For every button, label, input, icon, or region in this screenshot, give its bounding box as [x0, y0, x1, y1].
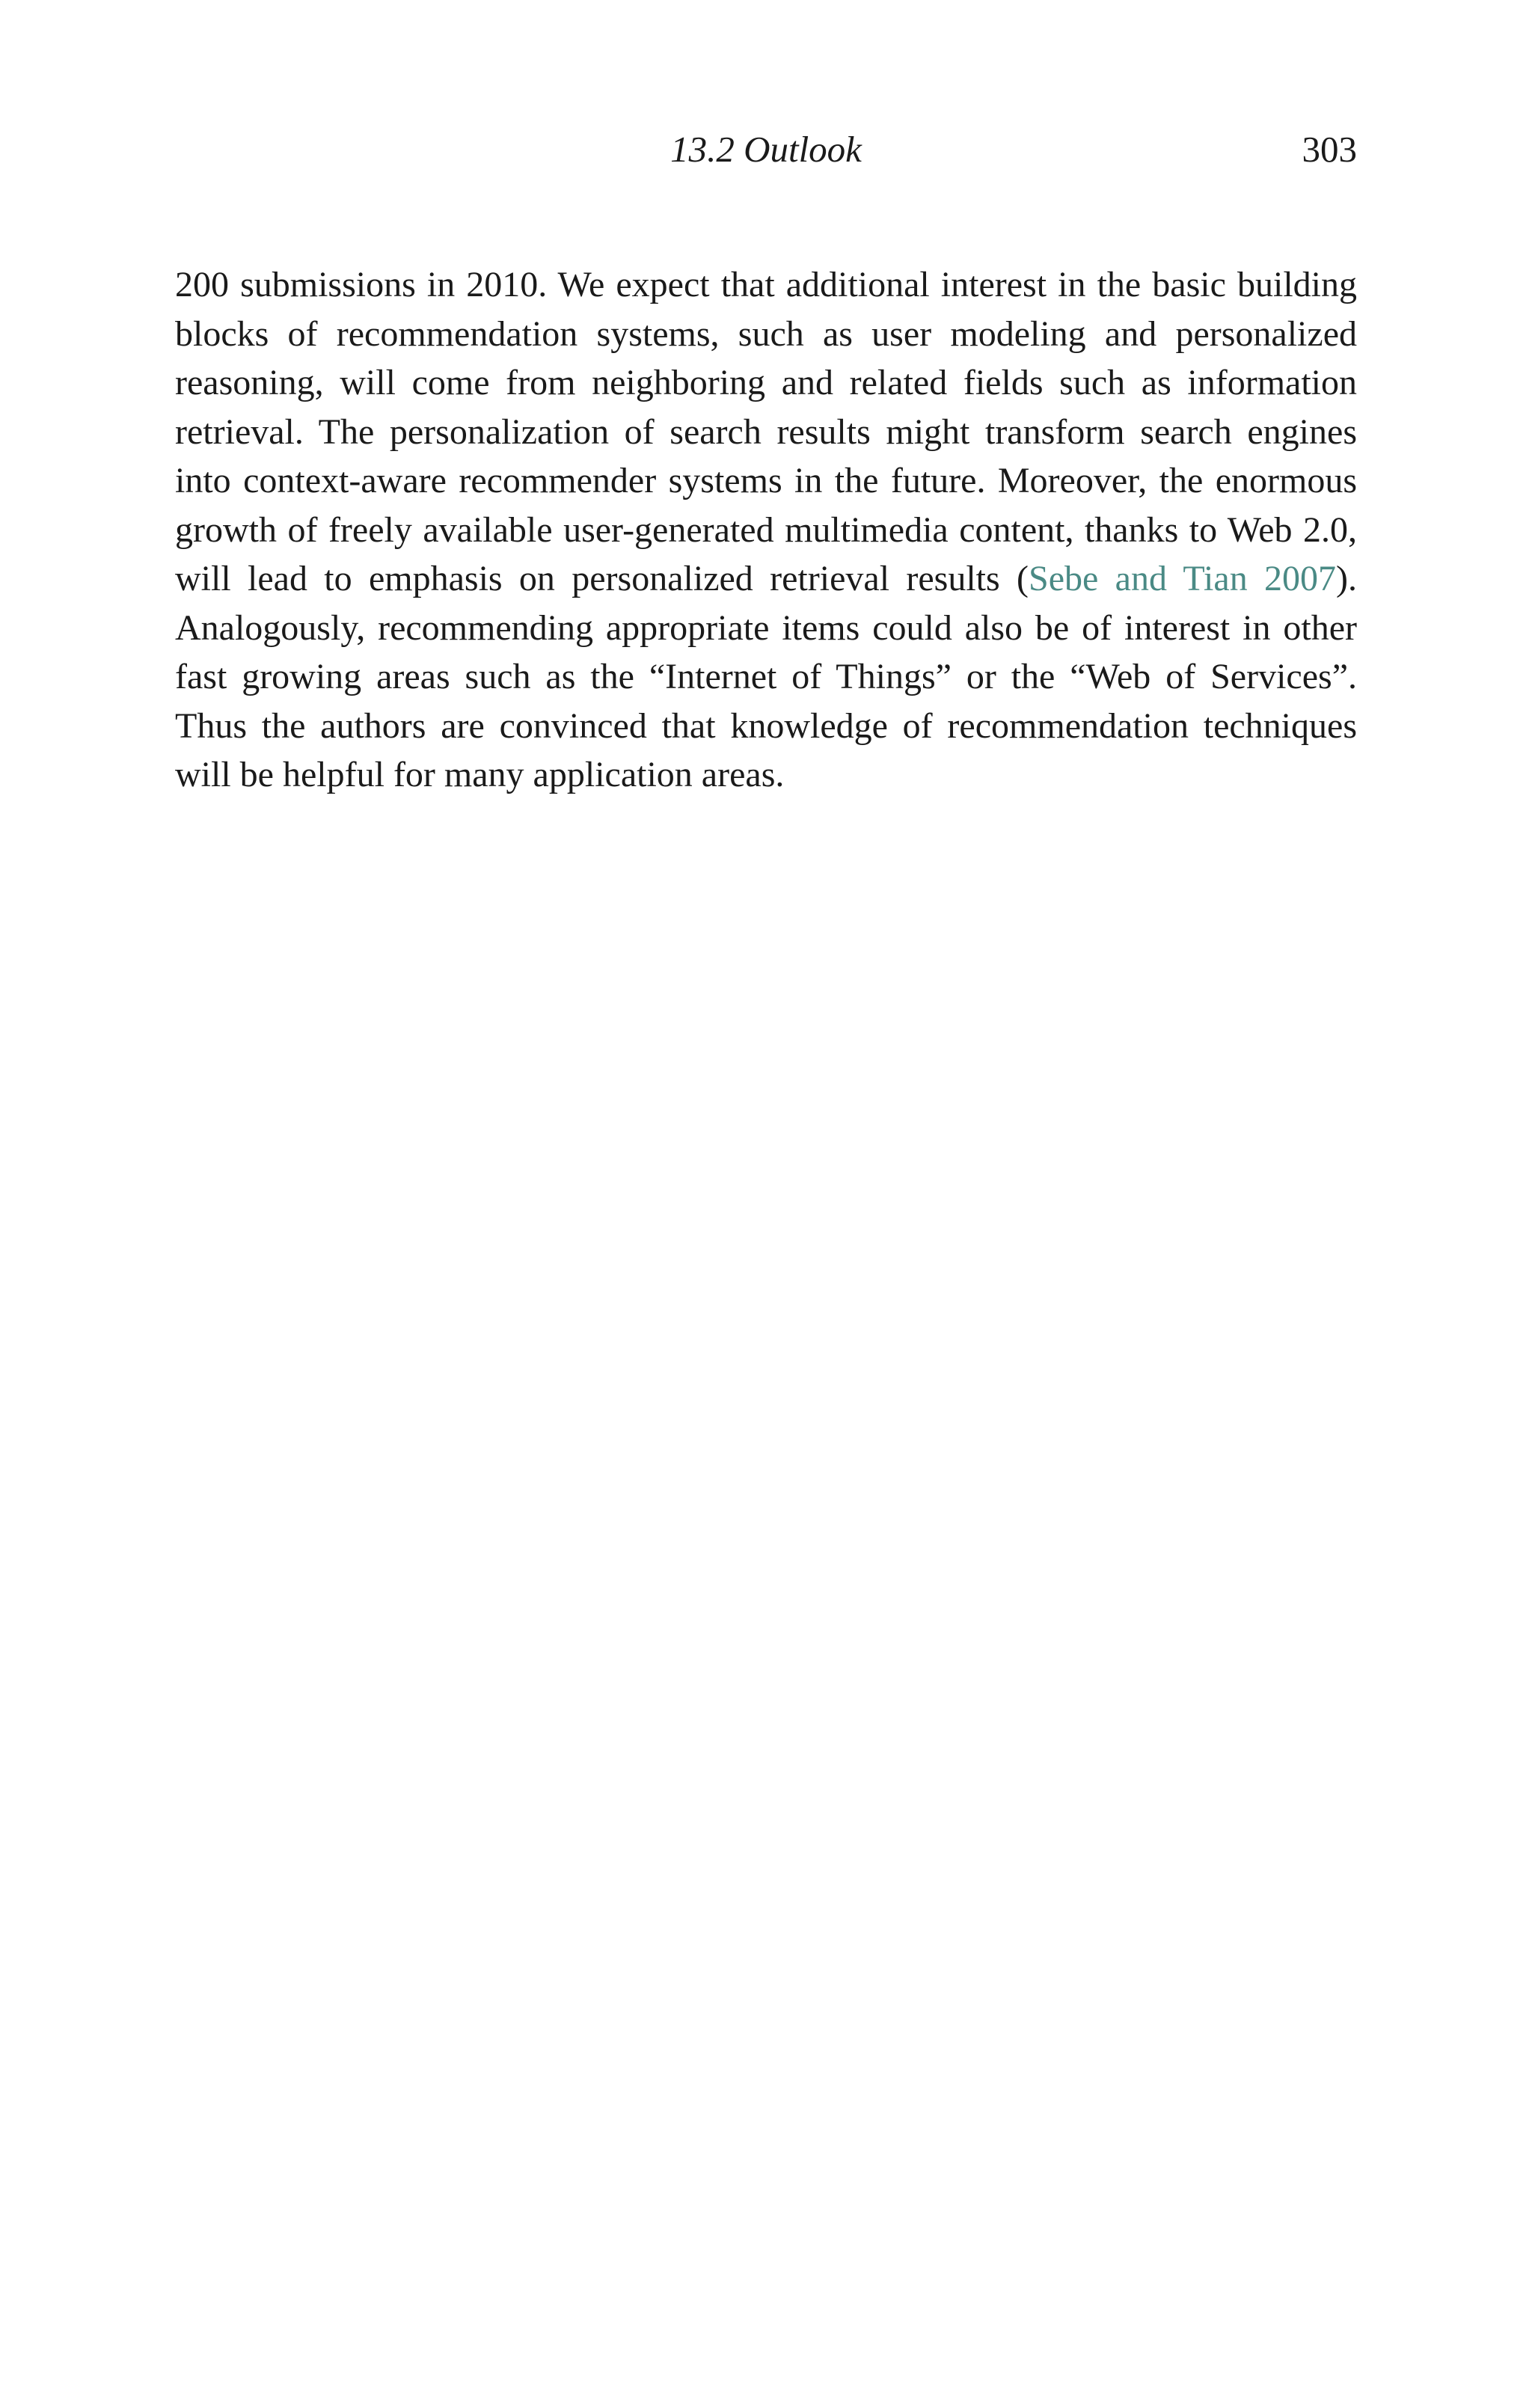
paragraph-text-after-citation: ). Analogously, recommending appropriate items could also be of interest in other fast growing areas such as the “Internet of Things” or the “Web of Services”. Thus the authors are convinced that knowledge of recommendation techniques will be helpful for many application areas. — [175, 559, 1358, 794]
page-number: 303 — [1302, 129, 1357, 170]
paragraph-text-before-citation: 200 submissions in 2010. We expect that additional interest in the basic building blocks of recommendation systems, such as user modeling and personalized reasoning, will come from neighboring and related fields such as information retrieval. The personalization of search results might transform search engines into context-aware recommender systems in the future. Moreover, the enormous growth of freely available user-generated multimedia content, thanks to Web 2.0, will lead to emphasis on personalized retrieval results ( — [175, 265, 1357, 598]
section-title: 13.2 Outlook — [670, 129, 862, 170]
citation-link[interactable]: Sebe and Tian 2007 — [1029, 559, 1337, 598]
running-head — [175, 126, 1357, 174]
body-paragraph — [175, 260, 1357, 800]
